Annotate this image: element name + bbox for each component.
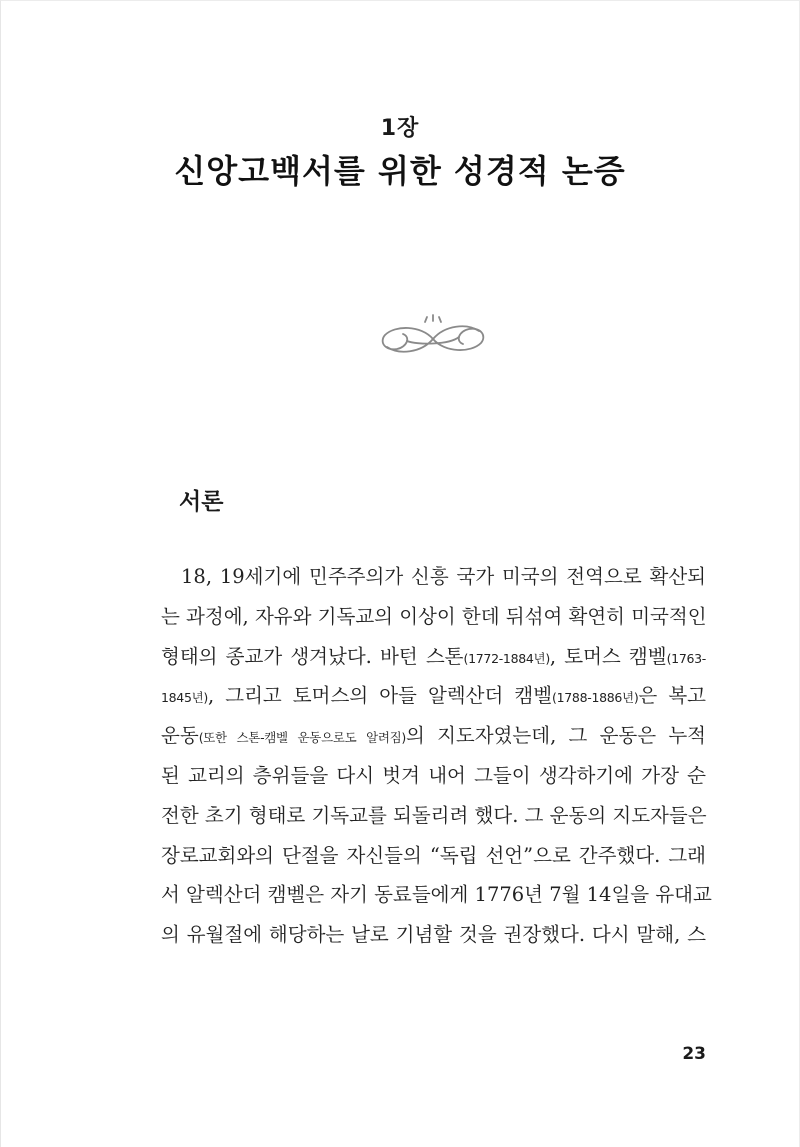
text-segment: 의 유월절에 해당하는 날로 기념할 것을 권장했다. 다시 말해, 스 <box>161 923 706 947</box>
text-line <box>161 796 706 836</box>
text-segment: 은 복고 <box>638 684 706 708</box>
chapter-title: 신앙고백서를 위한 성경적 논증 <box>174 152 626 190</box>
text-segment: 의 지도자였는데, 그 운동은 누적 <box>406 724 706 748</box>
text-line <box>161 716 706 756</box>
flourish-divider-icon <box>377 311 489 363</box>
chapter-number: 1장 <box>380 116 420 141</box>
text-line <box>161 597 706 637</box>
page-number: 23 <box>682 1044 706 1064</box>
text-segment: 서 알렉산더 캠벨은 자기 동료들에게 1776년 7월 14일을 유대교 <box>161 883 712 907</box>
text-segment: 된 교리의 층위들을 다시 벗겨 내어 그들이 생각하기에 가장 순 <box>161 763 706 787</box>
text-line <box>161 676 706 716</box>
text-segment: 18, 19세기에 민주주의가 신흥 국가 미국의 전역으로 확산되 <box>181 565 706 588</box>
parenthetical-note: (1772-1884년) <box>463 650 550 666</box>
parenthetical-note: 1845년) <box>161 690 208 706</box>
text-line <box>161 915 706 955</box>
text-segment: , 토머스 캠벨 <box>549 644 667 668</box>
text-segment: 는 과정에, 자유와 기독교의 이상이 한데 뒤섞여 확연히 미국적인 <box>161 604 707 628</box>
text-segment: 전한 초기 형태로 기독교를 되돌리려 했다. 그 운동의 지도자들은 <box>161 803 707 827</box>
body-paragraph <box>161 557 712 955</box>
text-line <box>161 756 706 796</box>
text-segment: 형태의 종교가 생겨났다. 바턴 스톤 <box>161 644 464 668</box>
text-segment: , 그리고 토머스의 아들 알렉산더 캠벨 <box>207 684 553 708</box>
text-line <box>161 557 706 597</box>
text-segment: 장로교회와의 단절을 자신들의 “독립 선언”으로 간주했다. 그래 <box>161 843 706 867</box>
parenthetical-note: (또한 스톤-캠벨 운동으로도 알려짐) <box>198 730 407 746</box>
parenthetical-note: (1788-1886년) <box>552 690 639 706</box>
parenthetical-note: (1763- <box>666 650 706 666</box>
text-line <box>161 836 706 876</box>
text-segment: 운동 <box>161 724 199 748</box>
section-heading: 서론 <box>179 489 224 515</box>
text-line <box>161 637 706 677</box>
text-line <box>161 875 712 915</box>
